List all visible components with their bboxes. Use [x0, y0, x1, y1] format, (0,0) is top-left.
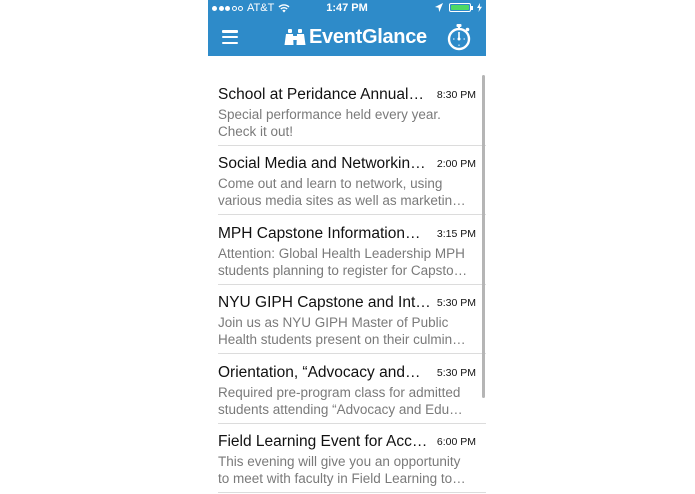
event-description-line: Come out and learn to network, using [218, 176, 443, 191]
event-description-line: Attention: Global Health Leadership MPH [218, 246, 465, 261]
event-description-line: Required pre-program class for admitted [218, 385, 461, 400]
event-description-line: students attending “Advocacy and Edu… [218, 402, 463, 417]
event-title: MPH Capstone Information… [218, 225, 421, 242]
status-bar [208, 0, 486, 18]
binoculars-icon [284, 28, 306, 46]
app-title: EventGlance [309, 25, 427, 48]
stopwatch-icon[interactable] [446, 23, 472, 51]
scrollbar[interactable] [482, 75, 485, 398]
event-title: School at Peridance Annual… [218, 86, 424, 103]
event-title: Field Learning Event for Acc… [218, 433, 428, 450]
event-time: 5:30 PM [436, 367, 476, 379]
event-row[interactable] [208, 56, 486, 139]
event-description-line: Join us as NYU GIPH Master of Public [218, 315, 449, 330]
event-description-line: to meet with faculty in Field Learning to… [218, 471, 466, 486]
event-row[interactable] [208, 403, 486, 486]
event-description [218, 453, 478, 487]
event-title: Orientation, “Advocacy and… [218, 364, 421, 381]
nav-bar [208, 18, 486, 56]
event-title: NYU GIPH Capstone and Int… [218, 294, 431, 311]
carrier-label: AT&T [247, 2, 275, 14]
event-list[interactable] [208, 56, 486, 494]
event-description-line: various media sites as well as marketin… [218, 193, 466, 208]
event-description-line: students planning to register for Capsto… [218, 263, 468, 278]
status-right [435, 3, 482, 12]
event-time: 8:30 PM [436, 89, 476, 101]
app-header [208, 0, 486, 56]
event-time: 2:00 PM [436, 158, 476, 170]
app-logo [284, 24, 427, 50]
event-description-line: This evening will give you an opportunity [218, 454, 461, 469]
event-row[interactable] [208, 264, 486, 347]
event-time: 6:00 PM [436, 436, 476, 448]
status-time: 1:47 PM [326, 2, 368, 14]
event-description-line: Special performance held every year. [218, 107, 441, 122]
event-row[interactable] [208, 125, 486, 208]
event-time: 5:30 PM [436, 297, 476, 309]
charging-bolt-icon [477, 3, 482, 12]
phone-screen [208, 0, 486, 494]
hamburger-menu-icon[interactable] [222, 30, 238, 44]
event-time: 3:15 PM [436, 228, 476, 240]
event-description-line: Health students present on their culmin… [218, 332, 466, 347]
event-row[interactable] [208, 334, 486, 417]
event-row[interactable] [208, 195, 486, 278]
row-divider [218, 492, 486, 493]
event-description-line: Check it out! [218, 124, 294, 139]
battery-icon [449, 3, 471, 12]
event-title: Social Media and Networkin… [218, 155, 426, 172]
location-arrow-icon [435, 3, 443, 12]
